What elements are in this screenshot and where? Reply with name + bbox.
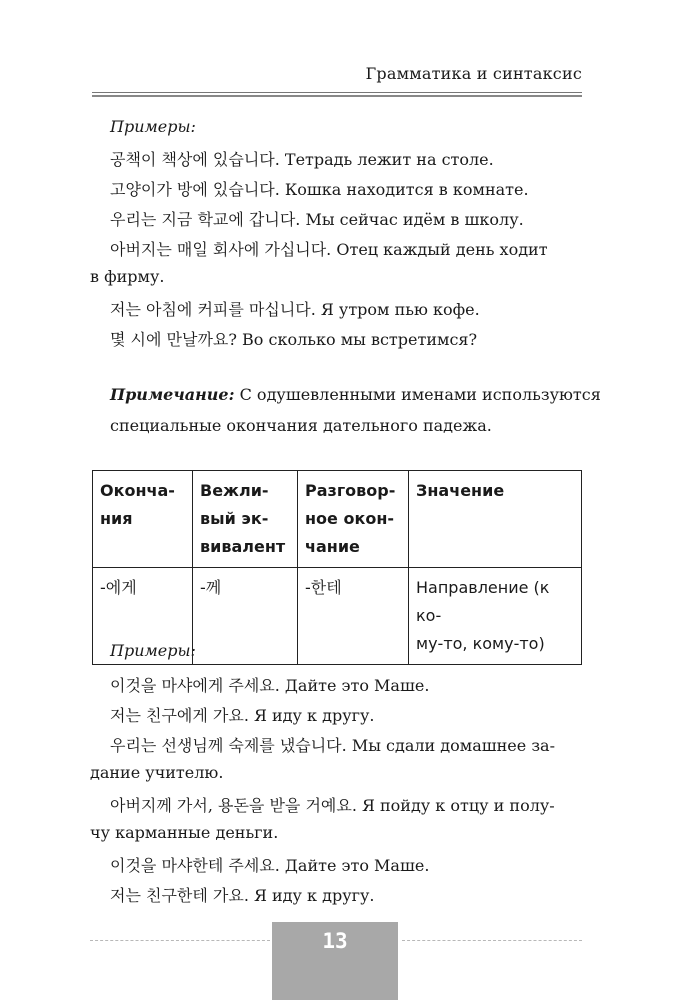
table-cell: -께 [193, 568, 298, 665]
table-cell: -에게 [93, 568, 193, 665]
header-cell-endings [93, 471, 193, 568]
example-line: 아버지는 매일 회사에 가십니다. Отец каждый день ходит [110, 240, 548, 259]
cell-text: му-то, кому-то) [416, 634, 545, 653]
header-text: вый эк- [200, 509, 269, 528]
example-line: 고양이가 방에 있습니다. Кошка находится в комнате. [110, 180, 529, 199]
header-cell-colloquial [298, 471, 409, 568]
table-cell [409, 568, 582, 665]
note-text: С одушевленными именами используются [234, 385, 601, 404]
example-line: 공책이 책상에 있습니다. Тетрадь лежит на столе. [110, 150, 494, 169]
running-head: Грамматика и синтаксис [365, 64, 582, 83]
example-line: 우리는 선생님께 숙제를 냈습니다. Мы сдали домашнее за- [110, 736, 555, 755]
example-line-continuation: дание учителю. [90, 763, 224, 782]
header-text: ния [100, 509, 133, 528]
example-line: 저는 친구에게 가요. Я иду к другу. [110, 706, 375, 725]
note-text-line2: специальные окончания дательного падежа. [110, 416, 492, 435]
endings-table [92, 470, 582, 665]
table-row [93, 568, 582, 665]
example-line-continuation: чу карманные деньги. [90, 823, 279, 842]
header-text: Вежли- [200, 481, 269, 500]
example-line: 저는 친구한테 가요. Я иду к другу. [110, 886, 375, 905]
example-line: 아버지께 가서, 용돈을 받을 거예요. Я пойду к отцу и полу- [110, 796, 555, 815]
note-label: Примечание: [110, 385, 235, 404]
header-text: чание [305, 537, 360, 556]
header-cell-meaning [409, 471, 582, 568]
examples-label: Примеры: [110, 117, 196, 136]
examples-label: Примеры: [110, 641, 196, 660]
example-line: 우리는 지금 학교에 갑니다. Мы сейчас идём в школу. [110, 210, 524, 229]
example-line-continuation: в фирму. [90, 267, 165, 286]
example-line: 몇 시에 만날까요? Во сколько мы встретимся? [110, 330, 478, 349]
table-header-row [93, 471, 582, 568]
header-cell-polite [193, 471, 298, 568]
example-line: 저는 아침에 커피를 마십니다. Я утром пью кофе. [110, 300, 480, 319]
page-number: 13 [272, 922, 398, 1000]
header-text: Значение [416, 481, 505, 500]
table-cell: -한테 [298, 568, 409, 665]
header-text: Оконча- [100, 481, 175, 500]
footer-dash-left [90, 940, 270, 941]
header-text: Разговор- [305, 481, 396, 500]
example-line: 이것을 마샤에게 주세요. Дайте это Маше. [110, 676, 430, 695]
note-paragraph [110, 385, 601, 404]
header-text: вивалент [200, 537, 286, 556]
example-line: 이것을 마샤한테 주세요. Дайте это Маше. [110, 856, 430, 875]
cell-text: Направление (к ко- [416, 578, 550, 625]
footer-dash-right [402, 940, 582, 941]
header-text: ное окон- [305, 509, 395, 528]
